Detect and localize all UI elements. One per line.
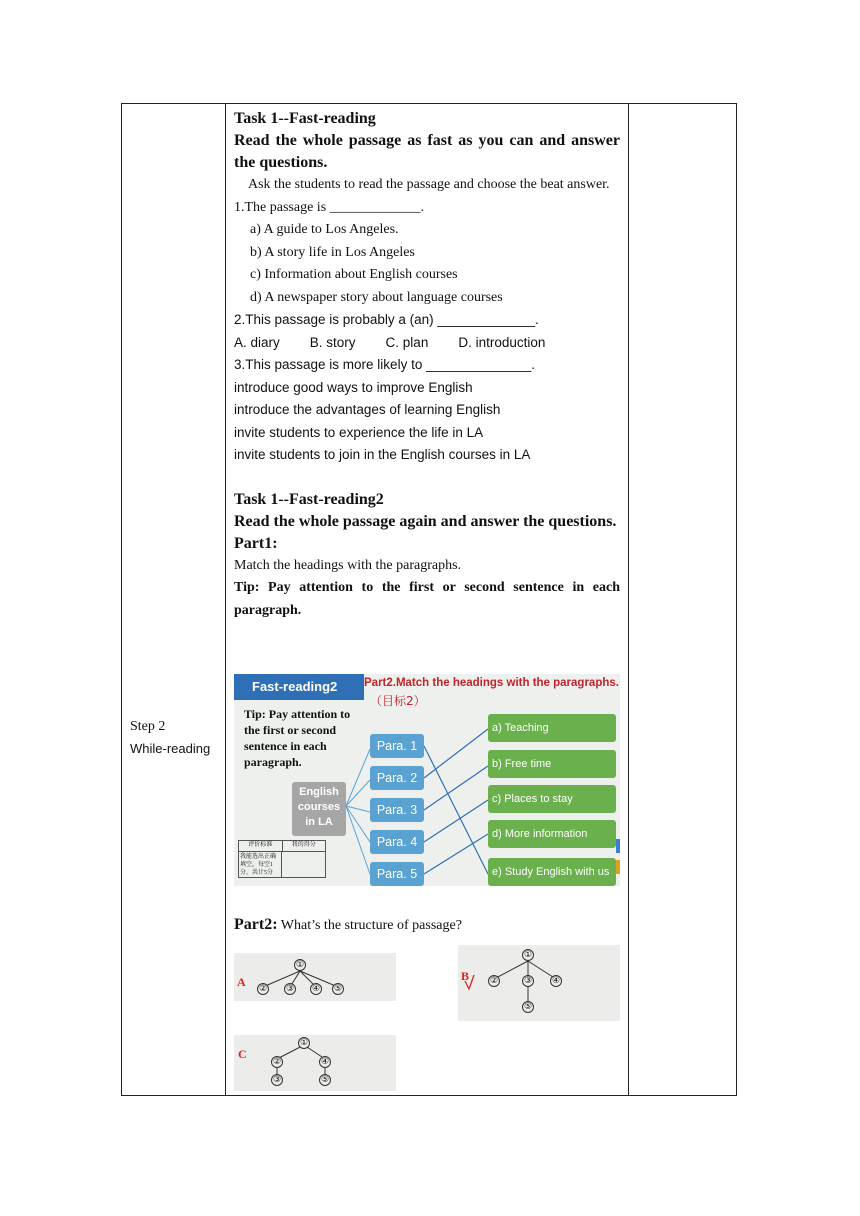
q1-option: c) Information about English courses — [250, 267, 458, 282]
diagram-label: C — [238, 1047, 247, 1061]
q1-option: a) A guide to Los Angeles. — [250, 222, 399, 237]
step-label: Step 2 — [130, 719, 166, 734]
structure-diagram-c — [234, 1035, 396, 1091]
task1-instruction: Ask the students to read the passage and choose the beat answer. — [248, 177, 610, 192]
part2-title: Part2: — [234, 916, 278, 933]
q1-option: b) A story life in Los Angeles — [250, 244, 415, 260]
structure-diagram-b — [458, 945, 620, 1021]
lesson-table — [121, 103, 737, 1096]
q3-option: invite students to experience the life in LA — [234, 424, 484, 440]
slide-center-box: English courses in LA — [292, 782, 346, 836]
diagram-label: B — [461, 969, 470, 983]
node: ② — [272, 1057, 282, 1067]
node: ① — [299, 1038, 309, 1048]
q3-option: invite students to join in the English courses in LA — [234, 447, 531, 462]
node: ④ — [320, 1057, 330, 1067]
diagram-label: A — [237, 975, 246, 989]
para-box: Para. 1 — [370, 734, 424, 758]
task1-title: Task 1--Fast-reading — [234, 110, 376, 127]
node: ② — [489, 976, 499, 986]
task2-title: Task 1--Fast-reading2 — [234, 490, 384, 508]
question-3: 3.This passage is more likely to ______________. — [234, 357, 535, 372]
part2-text: What’s the structure of passage? — [280, 918, 462, 933]
node: ③ — [523, 976, 533, 986]
answer-box: d) More information — [488, 820, 616, 848]
score-table — [238, 840, 326, 878]
node: ④ — [311, 984, 321, 994]
slide-subtitle: （目标2） — [370, 694, 426, 708]
node: ③ — [272, 1075, 282, 1085]
matching-slide-image — [234, 674, 620, 886]
slide-header: Fast-reading2 — [234, 674, 364, 700]
answer-box: e) Study English with us — [488, 858, 616, 886]
node: ③ — [285, 984, 295, 994]
part2-line — [234, 916, 462, 934]
node: ④ — [551, 976, 561, 986]
node: ⑤ — [333, 984, 343, 994]
q2-option: C. plan — [385, 334, 429, 350]
column-divider — [225, 104, 226, 1095]
para-box: Para. 3 — [370, 798, 424, 822]
slide-title: Part2.Match the headings with the paragraphs. — [364, 677, 619, 689]
answer-box: b) Free time — [488, 750, 616, 778]
step-cell — [130, 716, 220, 760]
node: ⑤ — [523, 1002, 533, 1012]
para-box: Para. 4 — [370, 830, 424, 854]
score-header: 评价标准 — [239, 841, 283, 851]
column-divider — [628, 104, 629, 1095]
q2-option: A. diary — [234, 334, 280, 350]
task1-heading: Read the whole passage as fast as you can and answer the questions. — [234, 132, 620, 171]
slide-tip: Tip: Pay attention to the first or second sentence in each paragraph. — [244, 707, 351, 769]
q3-option: introduce the advantages of learning English — [234, 402, 501, 417]
node: ① — [295, 960, 305, 970]
node: ① — [523, 950, 533, 960]
para-box: Para. 5 — [370, 862, 424, 886]
structure-diagram-a — [234, 953, 396, 1001]
node: ⑤ — [320, 1075, 330, 1085]
answer-box: a) Teaching — [488, 714, 616, 742]
score-text: 我能选出正确填空，每空1分，共计5分 — [239, 852, 282, 877]
step-name: While-reading — [130, 741, 211, 756]
tip-text: Tip: Pay attention to the first or second sentence in each paragraph. — [234, 580, 620, 618]
score-header: 我的得分 — [291, 842, 316, 848]
node: ② — [258, 984, 268, 994]
question-1: 1.The passage is _____________. — [234, 199, 425, 215]
q2-options — [234, 332, 620, 355]
question-2: 2.This passage is probably a (an) _____________. — [234, 312, 539, 327]
q3-option: introduce good ways to improve English — [234, 379, 473, 395]
q1-option: d) A newspaper story about language courses — [250, 289, 503, 305]
part1-text: Match the headings with the paragraphs. — [234, 557, 462, 573]
q2-option: B. story — [309, 334, 356, 350]
task2-heading: Read the whole passage again and answer the questions. — [234, 512, 617, 530]
q2-option: D. introduction — [458, 334, 546, 350]
part1-title: Part1: — [234, 534, 278, 552]
para-box: Para. 2 — [370, 766, 424, 790]
answer-box: c) Places to stay — [488, 785, 616, 813]
content-cell — [234, 108, 620, 622]
